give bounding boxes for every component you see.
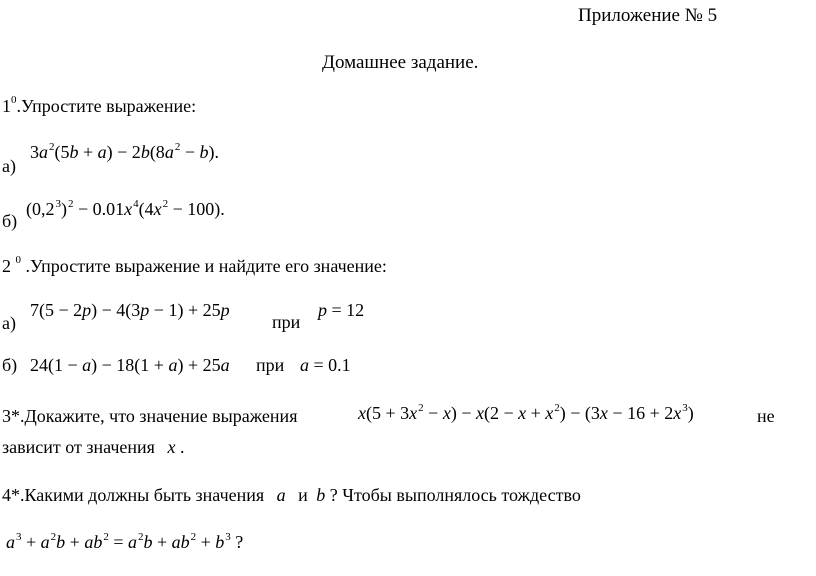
task3-variable: x bbox=[167, 437, 176, 457]
task3-line2 bbox=[2, 437, 184, 458]
task4-var-a: a bbox=[276, 485, 286, 505]
task2-a-label: а) bbox=[2, 313, 16, 333]
task1-b-label: б) bbox=[2, 211, 18, 231]
task1-text: .Упростите выражение: bbox=[16, 96, 197, 116]
task4-line bbox=[2, 485, 581, 506]
task2-b-when: при bbox=[256, 355, 285, 375]
task2-degree: 0 bbox=[15, 254, 21, 266]
task1-number: 1 bbox=[2, 96, 11, 116]
task2-heading bbox=[2, 256, 387, 277]
task4-prefix: 4*.Какими должны быть значения bbox=[2, 485, 265, 505]
task4-identity: $a^3 + a^2b + ab^2 = a^2b + ab^2 + b^3$ ? bbox=[6, 531, 244, 552]
task2-b-label: б) bbox=[2, 355, 18, 375]
page-title: Домашнее задание. bbox=[322, 52, 479, 73]
task3-line2-text: зависит от значения bbox=[2, 437, 155, 457]
task4-rest: ? Чтобы выполнялось тождество bbox=[329, 485, 581, 505]
task1-degree: 0 bbox=[11, 94, 17, 106]
task4-var-b: b bbox=[316, 485, 326, 505]
task2-b-condition: a = 0.1 bbox=[300, 355, 351, 375]
task2-number: 2 bbox=[2, 256, 11, 276]
task1-heading bbox=[2, 96, 196, 117]
task3-expression: $x(5 + 3x^2 - x) - x(2 - x + x^2) - (3x - 16 + 2x^3)$ bbox=[358, 402, 694, 423]
task3-prefix: 3*.Докажите, что значение выражения bbox=[2, 406, 298, 426]
task2-a-when: при bbox=[272, 312, 301, 332]
task1-a-label: а) bbox=[2, 156, 16, 176]
task4-and: и bbox=[298, 485, 308, 505]
appendix-label: Приложение № 5 bbox=[578, 5, 718, 26]
task3-suffix: не bbox=[757, 406, 775, 426]
task3-line2-end: . bbox=[179, 437, 185, 457]
task2-a-condition: p = 12 bbox=[318, 300, 365, 320]
task1-a-expression: $3a^2(5b + a) - 2b(8a^2 - b)$. bbox=[30, 141, 219, 162]
task2-text: .Упростите выражение и найдите его значение: bbox=[25, 256, 387, 276]
task2-b-expression: 24(1 − a) − 18(1 + a) + 25a bbox=[30, 355, 230, 375]
task1-b-expression: $(0,2^3)^2 - 0.01x^4(4x^2 - 100)$. bbox=[26, 198, 225, 219]
task2-a-expression: 7(5 − 2p) − 4(3p − 1) + 25p bbox=[30, 300, 230, 320]
